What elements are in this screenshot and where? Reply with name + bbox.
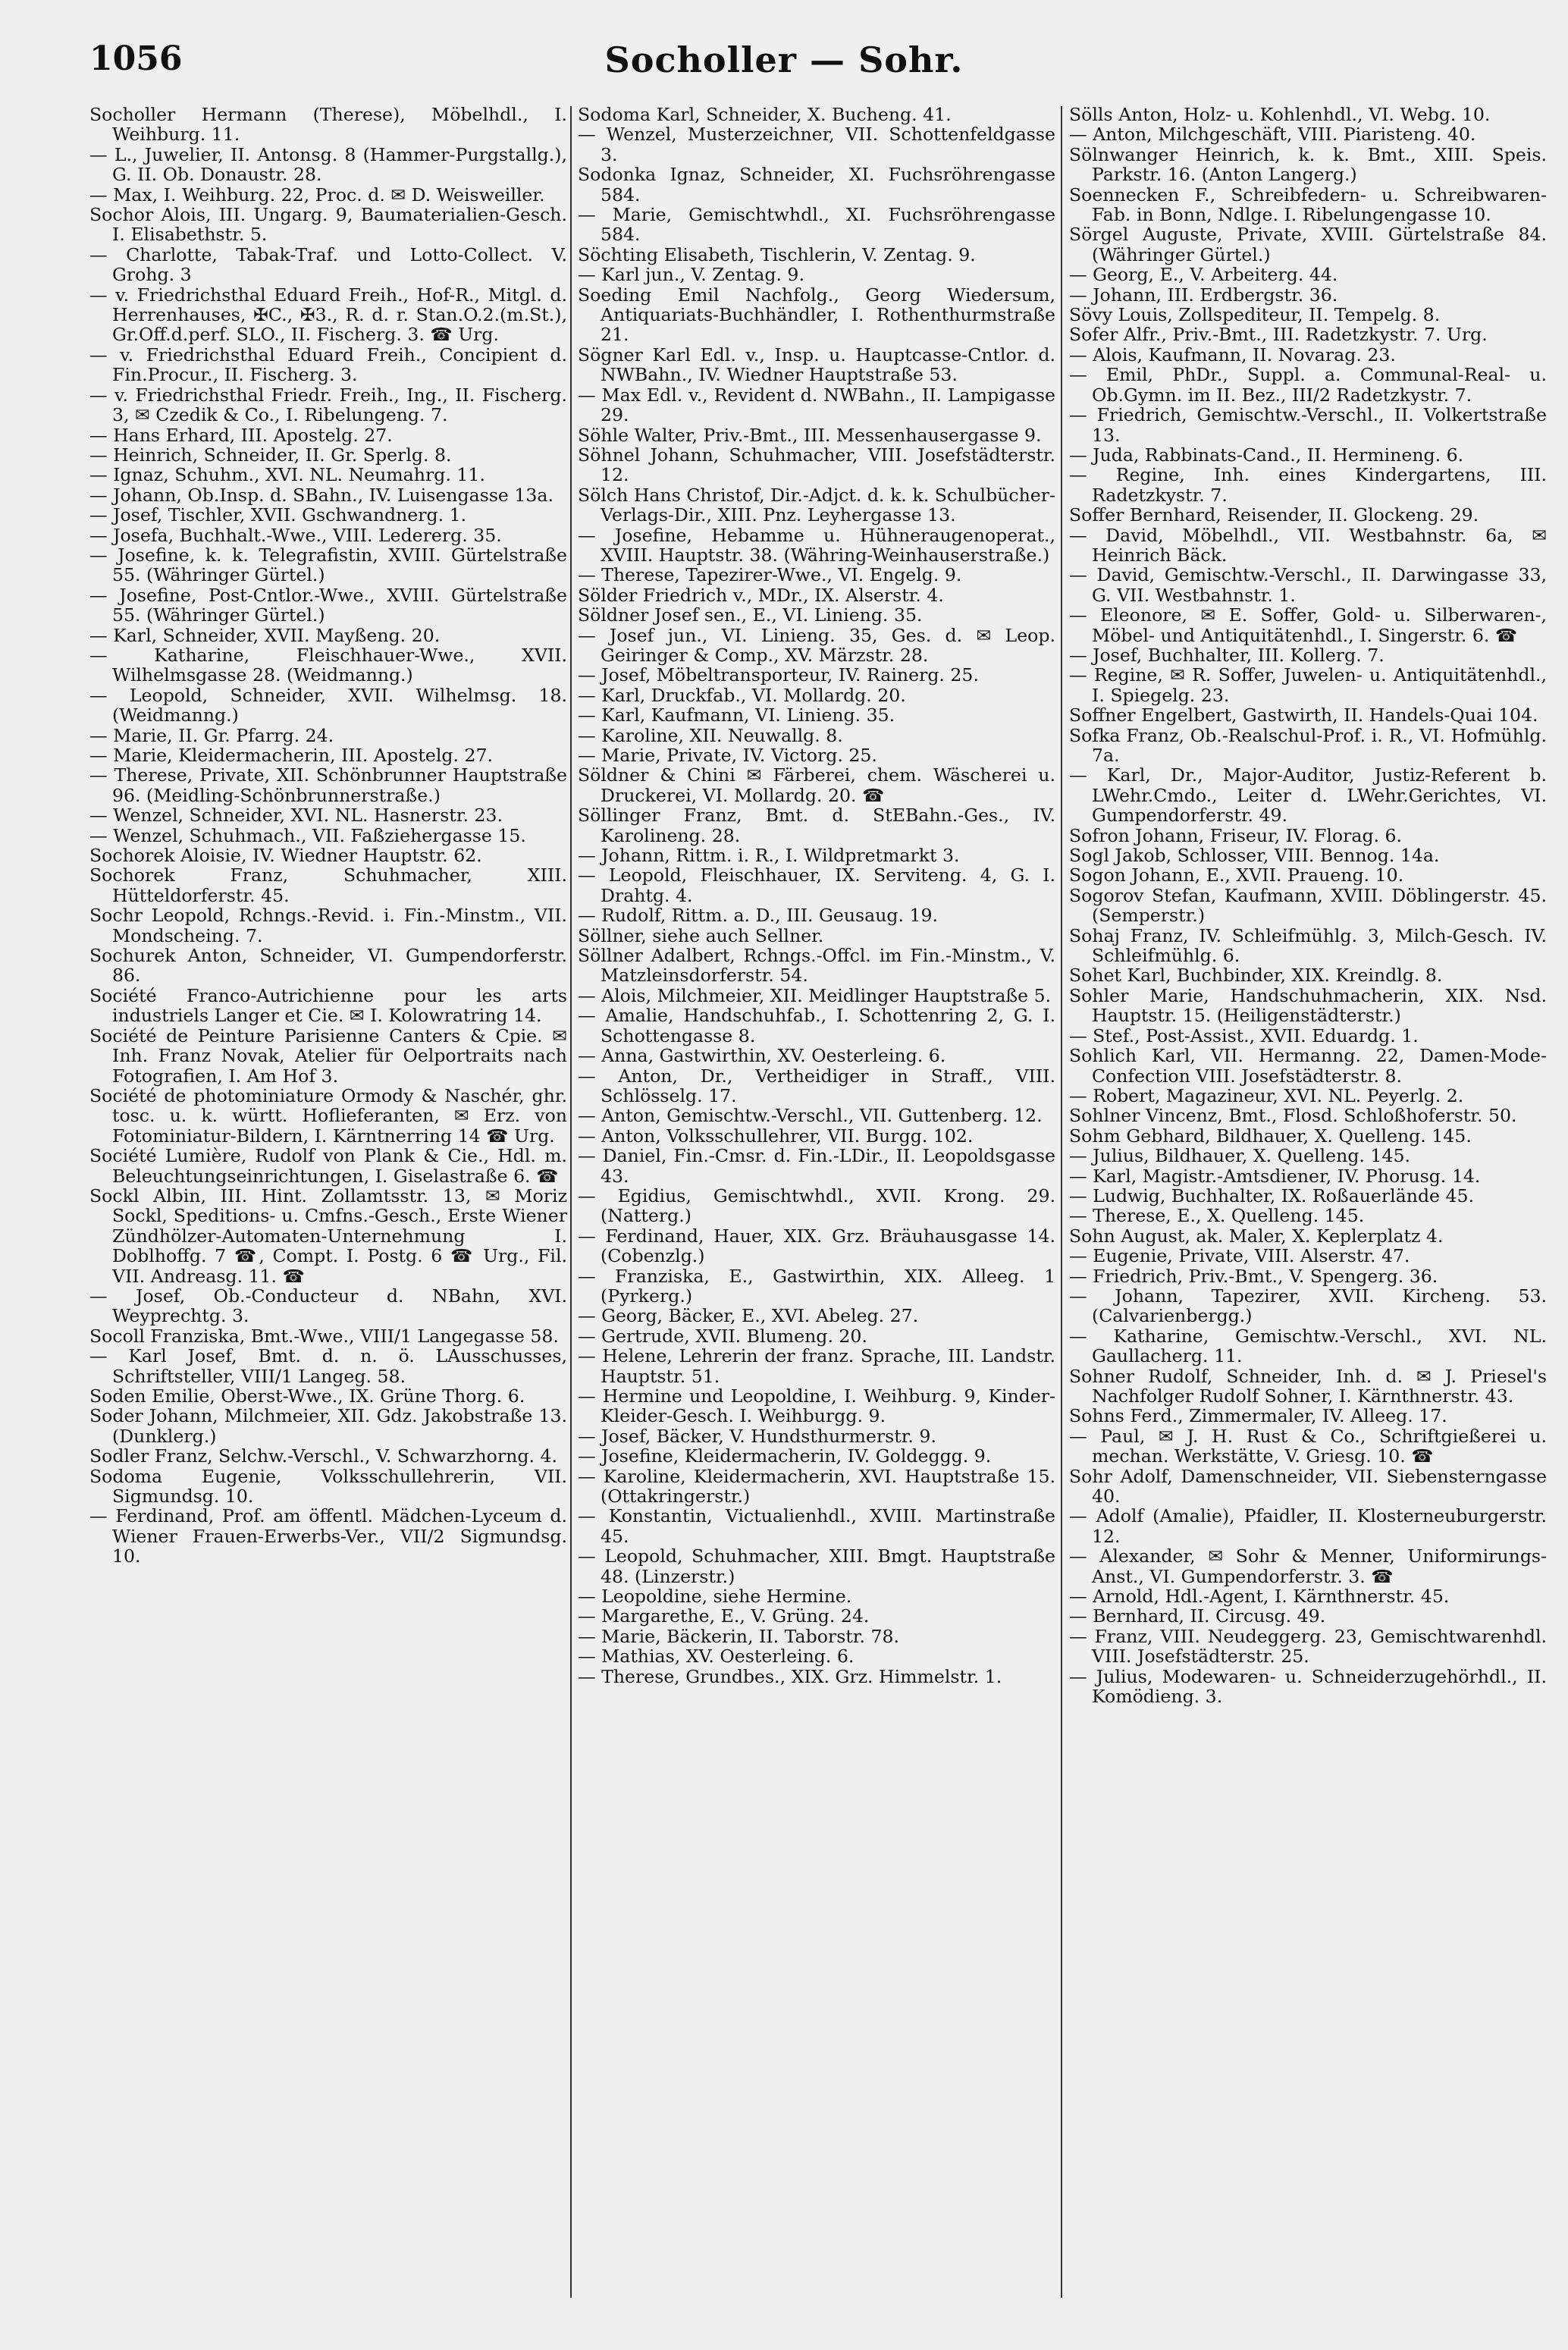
directory-entry: Söllner, siehe auch Sellner. <box>578 924 824 946</box>
directory-entry: Söllinger Franz, Bmt. d. StEBahn.-Ges., IV. Karolineng. 28. <box>578 805 1055 846</box>
directory-entry: — Anton, Milchgeschäft, VIII. Piaristeng. 40. <box>1069 124 1476 146</box>
directory-entry: — Marie, Kleidermacherin, III. Apostelg. 27. <box>89 745 493 766</box>
directory-entry: — Leopold, Fleischhauer, IX. Serviteng. 4, G. I. Drahtg. 4. <box>578 864 1055 906</box>
directory-entry: — Amalie, Handschuhfab., I. Schottenring 2, G. I. Schottengasse 8. <box>578 1005 1055 1046</box>
directory-entry: — Marie, II. Gr. Pfarrg. 24. <box>89 724 334 746</box>
directory-entry: — Regine, Inh. eines Kindergartens, III. Radetzkystr. 7. <box>1069 464 1547 506</box>
directory-entry: — Ferdinand, Hauer, XIX. Grz. Bräuhausgasse 14. (Cobenzlg.) <box>578 1225 1055 1267</box>
directory-entry: — Ferdinand, Prof. am öffentl. Mädchen-Lyceum d. Wiener Frauen-Erwerbs-Ver., VII/2 Sigmundsg. 10. <box>89 1505 567 1567</box>
directory-entry: Sochr Leopold, Rchngs.-Revid. i. Fin.-Minstm., VII. Mondscheing. 7. <box>89 905 567 946</box>
directory-entry: — Johann, Tapezirer, XVII. Kircheng. 53. (Calvarienbergg.) <box>1069 1285 1547 1327</box>
directory-entry: — Therese, E., X. Quelleng. 145. <box>1069 1205 1365 1227</box>
directory-entry: — David, Möbelhdl., VII. Westbahnstr. 6a, ✉ Heinrich Bäck. <box>1069 524 1547 566</box>
directory-entry: — Josefa, Buchhalt.-Wwe., VIII. Ledererg. 35. <box>89 524 502 546</box>
directory-entry: — Regine, ✉ R. Soffer, Juwelen- u. Antiquitätenhdl., I. Spiegelg. 23. <box>1069 664 1547 706</box>
directory-entry: Söchting Elisabeth, Tischlerin, V. Zentag. 9. <box>578 243 976 265</box>
directory-entry: — Wenzel, Musterzeichner, VII. Schottenfeldgasse 3. <box>578 124 1055 165</box>
directory-entry: — Josef, Tischler, XVII. Gschwandnerg. 1. <box>89 504 467 526</box>
directory-entry: Soeding Emil Nachfolg., Georg Wiedersum, Antiquariats-Buchhändler, I. Rothenthurmstraße 21. <box>578 284 1055 346</box>
directory-entry: Sofer Alfr., Priv.-Bmt., III. Radetzkystr. 7. Urg. <box>1069 324 1488 346</box>
directory-entry: Sofron Johann, Friseur, IV. Florag. 6. <box>1069 824 1403 846</box>
directory-entry: Sohet Karl, Buchbinder, XIX. Kreindlg. 8. <box>1069 965 1443 987</box>
directory-entry: Sochurek Anton, Schneider, VI. Gumpendorferstr. 86. <box>89 945 567 987</box>
page-number: 1056 <box>89 39 183 78</box>
directory-entry: — Johann, III. Erdbergstr. 36. <box>1069 284 1338 306</box>
directory-entry: Sochorek Aloisie, IV. Wiedner Hauptstr. 62. <box>89 845 482 867</box>
directory-entry: — Daniel, Fin.-Cmsr. d. Fin.-LDir., II. Leopoldsgasse 43. <box>578 1145 1055 1187</box>
directory-entry: — Josef, Möbeltransporteur, IV. Rainerg. 25. <box>578 664 979 686</box>
directory-entry: Sochorek Franz, Schuhmacher, XIII. Hütteldorferstr. 45. <box>89 864 567 906</box>
directory-entry: — Julius, Modewaren- u. Schneiderzugehörhdl., II. Komödieng. 3. <box>1069 1665 1547 1708</box>
directory-entry: — Max, I. Weihburg. 22, Proc. d. ✉ D. Weisweiller. <box>89 184 545 206</box>
directory-entry: Socoll Franziska, Bmt.-Wwe., VIII/1 Langegasse 58. <box>89 1325 559 1347</box>
directory-entry: — Franziska, E., Gastwirthin, XIX. Alleeg. 1 (Pyrkerg.) <box>578 1265 1055 1307</box>
directory-entry: Société de Peinture Parisienne Canters & Cpie. ✉ Inh. Franz Novak, Atelier für Oelportraits nach Fotografien, I. Am Hof 3. <box>89 1024 567 1087</box>
directory-entry: — Karl, Magistr.-Amtsdiener, IV. Phorusg. 14. <box>1069 1165 1481 1187</box>
directory-entry: — Karl Josef, Bmt. d. n. ö. LAusschusses, Schriftsteller, VIII/1 Langeg. 58. <box>89 1345 567 1387</box>
directory-entry: — Karl, Druckfab., VI. Mollardg. 20. <box>578 684 906 706</box>
directory-entry: Sohns Ferd., Zimmermaler, IV. Alleeg. 17. <box>1069 1405 1447 1427</box>
directory-entry: — Josefine, Kleidermacherin, IV. Goldeggg. 9. <box>578 1445 992 1467</box>
directory-entry: Sölnwanger Heinrich, k. k. Bmt., XIII. Speis. Parkstr. 16. (Anton Langerg.) <box>1069 143 1547 186</box>
directory-entry: — Friedrich, Gemischtw.-Verschl., II. Volkertstraße 13. <box>1069 404 1547 446</box>
directory-entry: — Georg, E., V. Arbeiterg. 44. <box>1069 264 1338 286</box>
directory-entry: — Karl jun., V. Zentag. 9. <box>578 264 804 286</box>
directory-entry: — Josef, Bäcker, V. Hundsthurmerstr. 9. <box>578 1425 936 1447</box>
directory-entry: — Anton, Gemischtw.-Verschl., VII. Guttenberg. 12. <box>578 1105 1043 1127</box>
directory-entry: Sodler Franz, Selchw.-Verschl., V. Schwarzhorng. 4. <box>89 1445 557 1467</box>
directory-entry: — Johann, Ob.Insp. d. SBahn., IV. Luisengasse 13a. <box>89 484 554 506</box>
directory-entry: — Alois, Milchmeier, XII. Meidlinger Hauptstraße 5. <box>578 984 1052 1006</box>
directory-entry: — Josefine, Post-Cntlor.-Wwe., XVIII. Gürtelstraße 55. (Währinger Gürtel.) <box>89 584 567 626</box>
directory-entry: Söldner Josef sen., E., VI. Linieng. 35. <box>578 604 923 626</box>
directory-entry: Sohm Gebhard, Bildhauer, X. Quelleng. 145. <box>1069 1125 1472 1147</box>
directory-entry: — Johann, Rittm. i. R., I. Wildpretmarkt 3. <box>578 845 960 867</box>
directory-entry: — Marie, Bäckerin, II. Taborstr. 78. <box>578 1625 899 1647</box>
directory-entry: Sörgel Auguste, Private, XVIII. Gürtelstraße 84. (Währinger Gürtel.) <box>1069 224 1547 265</box>
directory-entry: — Adolf (Amalie), Pfaidler, II. Klosterneuburgerstr. 12. <box>1069 1505 1547 1547</box>
directory-entry: — Katharine, Gemischtw.-Verschl., XVI. NL. Gaullacherg. 11. <box>1069 1325 1547 1367</box>
directory-entry: — Heinrich, Schneider, II. Gr. Sperlg. 8. <box>89 444 452 466</box>
directory-entry: Söldner & Chini ✉ Färberei, chem. Wäscherei u. Druckerei, VI. Mollardg. 20. ☎ <box>578 764 1055 806</box>
directory-entry: — Max Edl. v., Revident d. NWBahn., II. Lampigasse 29. <box>578 384 1055 426</box>
directory-entry: — Karl, Schneider, XVII. Mayßeng. 20. <box>89 624 441 646</box>
directory-entry: — Wenzel, Schneider, XVI. NL. Hasnerstr. 23. <box>89 805 503 827</box>
directory-entry: — Karl, Kaufmann, VI. Linieng. 35. <box>578 704 895 726</box>
directory-entry: — Leopold, Schneider, XVII. Wilhelmsg. 18. (Weidmanng.) <box>89 684 567 726</box>
directory-entry: — Josefine, Hebamme u. Hühneraugenoperat., XVIII. Hauptstr. 38. (Währing-Weinhauserstraße.) <box>578 524 1055 566</box>
directory-entry: Soden Emilie, Oberst-Wwe., IX. Grüne Thorg. 6. <box>89 1385 525 1407</box>
directory-entry: Söllner Adalbert, Rchngs.-Offcl. im Fin.-Minstm., V. Matzleinsdorferstr. 54. <box>578 945 1055 987</box>
directory-entry: — Friedrich, Priv.-Bmt., V. Spengerg. 36. <box>1069 1265 1438 1287</box>
directory-entry: — Therese, Private, XII. Schönbrunner Hauptstraße 96. (Meidling-Schönbrunnerstraße.) <box>89 764 567 806</box>
directory-entry: Sohlich Karl, VII. Hermanng. 22, Damen-Mode-Confection VIII. Josefstädterstr. 8. <box>1069 1045 1547 1087</box>
column-divider <box>570 106 572 2298</box>
directory-entry: — Anton, Volksschullehrer, VII. Burgg. 102. <box>578 1125 974 1147</box>
directory-entry: — Josef, Buchhalter, III. Kollerg. 7. <box>1069 644 1385 666</box>
directory-entry: Sofka Franz, Ob.-Realschul-Prof. i. R., VI. Hofmühlg. 7a. <box>1069 724 1547 766</box>
directory-entry: Sohaj Franz, IV. Schleifmühlg. 3, Milch-Gesch. IV. Schleifmühlg. 6. <box>1069 924 1547 967</box>
directory-entry: — Julius, Bildhauer, X. Quelleng. 145. <box>1069 1145 1410 1167</box>
directory-entry: — Stef., Post-Assist., XVII. Eduardg. 1. <box>1069 1024 1419 1046</box>
directory-entry: — David, Gemischtw.-Verschl., II. Darwingasse 33, G. VII. Westbahnstr. 1. <box>1069 564 1547 606</box>
directory-entry: Sövy Louis, Zollspediteur, II. Tempelg. 8. <box>1069 304 1441 326</box>
directory-entry: — Juda, Rabbinats-Cand., II. Hermineng. 6. <box>1069 444 1464 466</box>
directory-entry: — Therese, Tapezirer-Wwe., VI. Engelg. 9. <box>578 564 962 586</box>
directory-entry: Sockl Albin, III. Hint. Zollamtsstr. 13, ✉ Moriz Sockl, Speditions- u. Cmfns.-Gesch., Erste Wiener Zündhölzer-Automaten-Unternehmung I. Doblhoffg. 7 ☎, Compt. I. Postg. 6 ☎ Urg., Fil. VII. Andreasg. 11. ☎ <box>89 1184 567 1287</box>
directory-entry: — Margarethe, E., V. Grüng. 24. <box>578 1605 870 1627</box>
directory-entry: — Georg, Bäcker, E., XVI. Abeleg. 27. <box>578 1305 919 1327</box>
directory-entry: Sölls Anton, Holz- u. Kohlenhdl., VI. Webg. 10. <box>1069 104 1491 125</box>
column-divider <box>1061 106 1062 2298</box>
directory-entry: Sodoma Karl, Schneider, X. Bucheng. 41. <box>578 104 952 125</box>
directory-entry: — Marie, Private, IV. Victorg. 25. <box>578 745 877 766</box>
directory-entry: — Josef, Ob.-Conducteur d. NBahn, XVI. Weyprechtg. 3. <box>89 1285 567 1327</box>
directory-entry: — Rudolf, Rittm. a. D., III. Geusaug. 19. <box>578 905 939 927</box>
directory-entry: — Konstantin, Victualienhdl., XVIII. Martinstraße 45. <box>578 1505 1055 1547</box>
directory-entry: Société Lumière, Rudolf von Plank & Cie., Hdl. m. Beleuchtungseinrichtungen, I. Giselastraße 6. ☎ <box>89 1145 567 1187</box>
directory-entry: — Arnold, Hdl.-Agent, I. Kärnthnerstr. 45. <box>1069 1586 1450 1608</box>
directory-entry: — v. Friedrichsthal Friedr. Freih., Ing., II. Fischerg. 3, ✉ Czedik & Co., I. Ribelungeng. 7. <box>89 384 567 426</box>
directory-entry: — Alexander, ✉ Sohr & Menner, Uniformirungs-Anst., VI. Gumpendorferstr. 3. ☎ <box>1069 1545 1547 1587</box>
directory-entry: Sohn August, ak. Maler, X. Keplerplatz 4. <box>1069 1225 1444 1247</box>
directory-entry: — Egidius, Gemischtwhdl., XVII. Krong. 29. (Natterg.) <box>578 1184 1055 1227</box>
directory-entry: — Charlotte, Tabak-Traf. und Lotto-Collect. V. Grohg. 3 <box>89 243 567 286</box>
directory-entry: — Gertrude, XVII. Blumeng. 20. <box>578 1325 867 1347</box>
directory-entry: Sogon Johann, E., XVII. Praueng. 10. <box>1069 864 1404 886</box>
directory-entry: — Karoline, XII. Neuwallg. 8. <box>578 724 843 746</box>
directory-entry: — Helene, Lehrerin der franz. Sprache, III. Landstr. Hauptstr. 51. <box>578 1345 1055 1387</box>
directory-entry: Sölder Friedrich v., MDr., IX. Alserstr. 4. <box>578 584 944 606</box>
directory-entry: — Hans Erhard, III. Apostelg. 27. <box>89 424 393 446</box>
directory-entry: — Ludwig, Buchhalter, IX. Roßauerlände 45. <box>1069 1184 1475 1206</box>
directory-entry: — Anton, Dr., Vertheidiger in Straff., VIII. Schlösselg. 17. <box>578 1065 1055 1106</box>
directory-entry: — v. Friedrichsthal Eduard Freih., Hof-R., Mitgl. d. Herrenhauses, ✠C., ✠3., R. d. r. Stan.O.2.(m.St.), Gr.Off.d.perf. SLO., II. Fischerg. 3. ☎ Urg. <box>89 284 567 346</box>
directory-entry: — Hermine und Leopoldine, I. Weihburg. 9, Kinder-Kleider-Gesch. I. Weihburgg. 9. <box>578 1385 1055 1427</box>
directory-entry: Soffer Bernhard, Reisender, II. Glockeng. 29. <box>1069 504 1479 526</box>
directory-entry: — Anna, Gastwirthin, XV. Oesterleing. 6. <box>578 1045 946 1067</box>
directory-entry: — L., Juwelier, II. Antonsg. 8 (Hammer-Purgstallg.), G. II. Ob. Donaustr. 28. <box>89 143 567 186</box>
column-2 <box>578 105 1055 1686</box>
directory-entry: Soennecken F., Schreibfedern- u. Schreibwaren-Fab. in Bonn, Ndlge. I. Ribelungengasse 10. <box>1069 184 1547 226</box>
directory-entry: Söhnel Johann, Schuhmacher, VIII. Josefstädterstr. 12. <box>578 444 1055 486</box>
directory-entry: Sohlner Vincenz, Bmt., Flosd. Schloßhoferstr. 50. <box>1069 1105 1517 1127</box>
directory-entry: — Leopoldine, siehe Hermine. <box>578 1586 852 1608</box>
directory-entry: — Mathias, XV. Oesterleing. 6. <box>578 1646 855 1668</box>
directory-entry: — Ignaz, Schuhm., XVI. NL. Neumahrg. 11. <box>89 464 485 486</box>
directory-entry: — Robert, Magazineur, XVI. NL. Peyerlg. 2. <box>1069 1084 1464 1106</box>
directory-entry: Sohner Rudolf, Schneider, Inh. d. ✉ J. Priesel's Nachfolger Rudolf Sohner, I. Kärnthnerstr. 43. <box>1069 1365 1547 1407</box>
directory-entry: Société Franco-Autrichienne pour les arts industriels Langer et Cie. ✉ I. Kolowratring 14. <box>89 984 567 1027</box>
directory-entry: — Katharine, Fleischhauer-Wwe., XVII. Wilhelmsgasse 28. (Weidmanng.) <box>89 644 567 686</box>
directory-entry: Sögner Karl Edl. v., Insp. u. Hauptcasse-Cntlor. d. NWBahn., IV. Wiedner Hauptstraße 53. <box>578 344 1055 386</box>
directory-entry: Sochor Alois, III. Ungarg. 9, Baumaterialien-Gesch. I. Elisabethstr. 5. <box>89 204 567 246</box>
directory-entry: — Paul, ✉ J. H. Rust & Co., Schriftgießerei u. mechan. Werkstätte, V. Griesg. 10. ☎ <box>1069 1425 1547 1467</box>
directory-entry: — v. Friedrichsthal Eduard Freih., Concipient d. Fin.Procur., II. Fischerg. 3. <box>89 344 567 386</box>
directory-entry: Sohr Adolf, Damenschneider, VII. Siebensterngasse 40. <box>1069 1465 1547 1508</box>
directory-entry: — Karl, Dr., Major-Auditor, Justiz-Referent b. LWehr.Cmdo., Leiter d. LWehr.Gerichtes, VI. Gumpendorferstr. 49. <box>1069 764 1547 827</box>
directory-entry: — Alois, Kaufmann, II. Novarag. 23. <box>1069 344 1396 366</box>
directory-entry: — Wenzel, Schuhmach., VII. Faßziehergasse 15. <box>89 824 526 846</box>
directory-entry: — Eleonore, ✉ E. Soffer, Gold- u. Silberwaren-, Möbel- und Antiquitätenhdl., I. Singerstr. 6. ☎ <box>1069 604 1547 646</box>
directory-entry: Söhle Walter, Priv.-Bmt., III. Messenhausergasse 9. <box>578 424 1042 446</box>
directory-entry: Sohler Marie, Handschuhmacherin, XIX. Nsd. Hauptstr. 15. (Heiligenstädterstr.) <box>1069 984 1547 1027</box>
directory-entry: Sogl Jakob, Schlosser, VIII. Bennog. 14a. <box>1069 845 1440 867</box>
directory-entry: — Karoline, Kleidermacherin, XVI. Hauptstraße 15. (Ottakringerstr.) <box>578 1465 1055 1508</box>
directory-entry: — Eugenie, Private, VIII. Alserstr. 47. <box>1069 1245 1410 1267</box>
directory-entry: — Josef jun., VI. Linieng. 35, Ges. d. ✉ Leop. Geiringer & Comp., XV. Märzstr. 28. <box>578 624 1055 666</box>
directory-entry: Soder Johann, Milchmeier, XII. Gdz. Jakobstraße 13. (Dunklerg.) <box>89 1405 567 1447</box>
directory-entry: Société de photominiature Ormody & Naschér, ghr. tosc. u. k. württ. Hoflieferanten, ✉ Erz. von Fotominiatur-Bildern, I. Kärntnerring 14 ☎ Urg. <box>89 1084 567 1147</box>
directory-entry: Sodonka Ignaz, Schneider, XI. Fuchsröhrengasse 584. <box>578 164 1055 206</box>
directory-entry: Sölch Hans Christof, Dir.-Adjct. d. k. k. Schulbücher-Verlags-Dir., XIII. Pnz. Leyhergasse 13. <box>578 484 1055 526</box>
directory-entry: — Marie, Gemischtwhdl., XI. Fuchsröhrengasse 584. <box>578 204 1055 246</box>
directory-entry: Soffner Engelbert, Gastwirth, II. Handels-Quai 104. <box>1069 704 1538 726</box>
directory-entry: — Emil, PhDr., Suppl. a. Communal-Real- u. Ob.Gymn. im II. Bez., III/2 Radetzkystr. 7. <box>1069 364 1547 406</box>
directory-entry: — Leopold, Schuhmacher, XIII. Bmgt. Hauptstraße 48. (Linzerstr.) <box>578 1545 1055 1587</box>
directory-entry: — Josefine, k. k. Telegrafistin, XVIII. Gürtelstraße 55. (Währinger Gürtel.) <box>89 544 567 586</box>
directory-entry: Socholler Hermann (Therese), Möbelhdl., I. Weihburg. 11. <box>89 104 567 146</box>
directory-entry: — Therese, Grundbes., XIX. Grz. Himmelstr. 1. <box>578 1665 1002 1687</box>
column-3 <box>1069 105 1547 1707</box>
column-1 <box>89 105 567 1567</box>
directory-entry: Sogorov Stefan, Kaufmann, XVIII. Döblingerstr. 45. (Semperstr.) <box>1069 884 1547 927</box>
directory-entry: — Franz, VIII. Neudeggerg. 23, Gemischtwarenhdl. VIII. Josefstädterstr. 25. <box>1069 1625 1547 1668</box>
running-head: Socholler — Sohr. <box>604 39 964 80</box>
directory-entry: Sodoma Eugenie, Volksschullehrerin, VII. Sigmundsg. 10. <box>89 1465 567 1508</box>
directory-entry: — Bernhard, II. Circusg. 49. <box>1069 1605 1326 1627</box>
